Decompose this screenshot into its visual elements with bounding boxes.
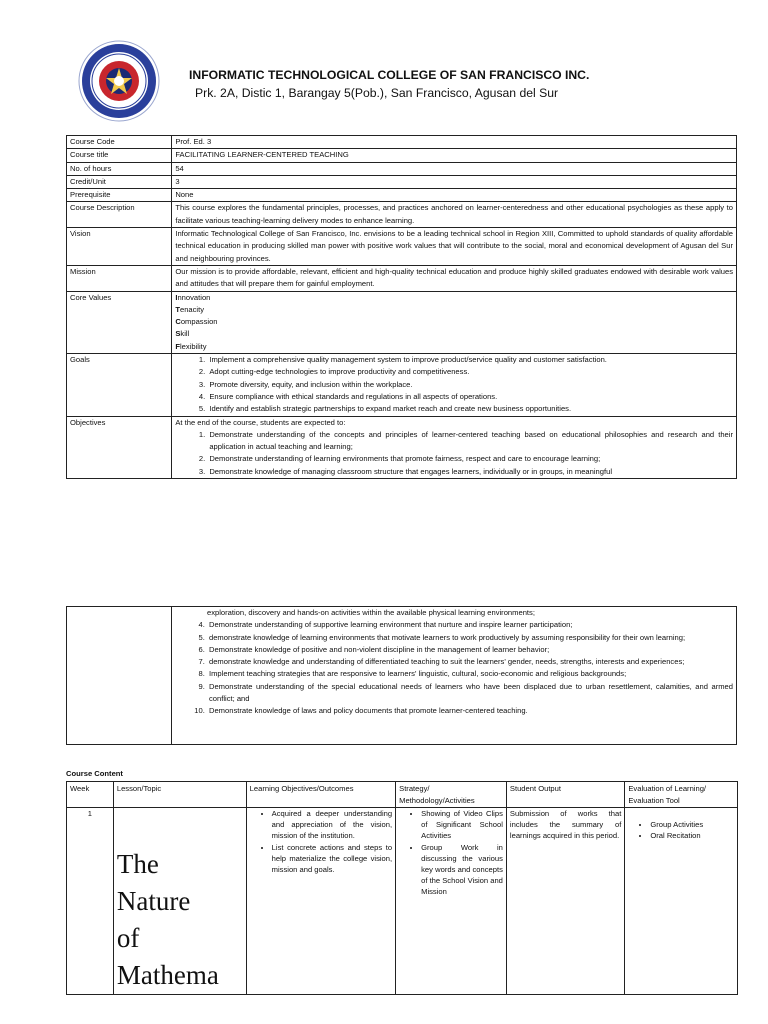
core-value-item: [175, 328, 733, 340]
objectives-label: Objectives: [67, 416, 172, 478]
strategy-item: • Showing of Video Clips of Significant School Activities: [421, 808, 503, 842]
header-evaluation: Evaluation of Learning/ Evaluation Tool: [625, 782, 738, 808]
course-info-row: [67, 175, 737, 188]
core-value-rest: enacity: [179, 304, 205, 314]
header-strategy: Strategy/ Methodology/Activities: [396, 782, 507, 808]
objective-item: 10. Demonstrate knowledge of laws and policy documents that promote learner-centered teaching.: [207, 705, 733, 717]
objective-item: 5. demonstrate knowledge of learning environments that motivate learners to work productively by assuming responsibility for their own learning;: [207, 632, 733, 644]
info-label: Course title: [67, 149, 172, 162]
info-value: Our mission is to provide affordable, relevant, efficient and high-quality technical education and produce highly skilled graduates endowed with desirable work values and attitudes that will prepare them for gainful employment.: [172, 265, 737, 291]
student-output-cell: Submission of works that includes the summary of learnings acquired in this period.: [506, 808, 624, 995]
core-value-initial: I: [175, 292, 178, 302]
info-value: This course explores the fundamental principles, processes, and practices anchored on learner-centeredness and other educational psychologies as these apply to facilitate various teaching-learning delivery modes to enhance learning.: [172, 202, 737, 228]
learning-objective-item: • List concrete actions and steps to help materialize the college vision, mission and goals.: [272, 842, 392, 876]
goal-item: 3. Promote diversity, equity, and inclusion within the workplace.: [207, 379, 733, 391]
core-value-item: [175, 316, 733, 328]
objectives-cell: [172, 416, 737, 478]
info-label: Prerequisite: [67, 189, 172, 202]
course-content-title: Course Content: [66, 769, 123, 778]
objective-item: 2. Demonstrate understanding of learning environments that promote fairness, respect and care to encourage learning;: [207, 453, 733, 465]
course-info-row: [67, 162, 737, 175]
info-value: Prof. Ed. 3: [172, 136, 737, 149]
evaluation-item: • Group Activities: [650, 819, 734, 830]
core-value-item: [175, 341, 733, 353]
topic-line: Mathema: [116, 960, 219, 990]
objectives-list-page2: [175, 619, 733, 717]
objectives-intro: At the end of the course, students are expected to:: [175, 417, 346, 427]
core-values-list: [172, 291, 737, 353]
course-info-row: [67, 189, 737, 202]
objective-item: 3. Demonstrate knowledge of managing classroom structure that engages learners, individually or in groups, in meaningful: [207, 466, 733, 478]
topic-line: of: [116, 923, 140, 953]
info-label: Vision: [67, 228, 172, 266]
objectives-list-page1: [175, 429, 733, 478]
info-value: None: [172, 189, 737, 202]
evaluation-item: • Oral Recitation: [650, 830, 734, 841]
learning-objectives-list: [250, 808, 392, 875]
course-info-row: [67, 136, 737, 149]
topic-text: [117, 808, 243, 994]
course-info-body: [67, 136, 737, 292]
topic-line: Nature: [116, 886, 191, 916]
goals-cell: [172, 354, 737, 416]
info-label: No. of hours: [67, 162, 172, 175]
info-value: FACILITATING LEARNER-CENTERED TEACHING: [172, 149, 737, 162]
core-value-rest: kill: [180, 329, 190, 339]
core-values-row: [67, 291, 737, 353]
objectives-row: [67, 416, 737, 478]
info-value: 54: [172, 162, 737, 175]
core-value-item: [175, 304, 733, 316]
core-value-initial: T: [175, 304, 180, 314]
evaluation-list: [628, 819, 734, 841]
core-value-rest: lexibility: [179, 341, 207, 351]
course-info-row: [67, 265, 737, 291]
strategy-item: • Group Work in discussing the various key words and concepts of the School Vision and Mission: [421, 842, 503, 898]
objective-item: 1. Demonstrate understanding of the concepts and principles of learner-centered teaching based on educational philosophies and research and their application in actual teaching and learning;: [207, 429, 733, 454]
header-objectives: Learning Objectives/Outcomes: [246, 782, 395, 808]
objective-item: 7. demonstrate knowledge and understanding of differentiated teaching to suit the learners' gender, needs, strengths, interests and experiences;: [207, 656, 733, 668]
goal-item: 4. Ensure compliance with ethical standards and regulations in all aspects of operations.: [207, 391, 733, 403]
continuation-row: [67, 607, 737, 745]
core-value-rest: nnovation: [177, 292, 211, 302]
info-value: Informatic Technological College of San Francisco, Inc. envisions to be a leading technical school in Region XIII, Committed to uphold standards of quality affordable technical education in producing skilled man power with positive work values that will contribute to the social, moral and economical development of Agusan del Sur and neighbouring provinces.: [172, 228, 737, 266]
goal-item: 1. Implement a comprehensive quality management system to improve product/service quality and customer satisfaction.: [207, 354, 733, 366]
info-label: Mission: [67, 265, 172, 291]
course-content-header-row: [67, 782, 738, 808]
continuation-text: exploration, discovery and hands-on activities within the available physical learning environments;: [206, 608, 535, 617]
header-week: Week: [67, 782, 114, 808]
school-name: INFORMATIC TECHNOLOGICAL COLLEGE OF SAN FRANCISCO INC.: [189, 68, 590, 82]
course-content-table: [66, 781, 738, 995]
goal-item: 2. Adopt cutting-edge technologies to improve productivity and competitiveness.: [207, 366, 733, 378]
objective-item: 6. Demonstrate knowledge of positive and non-violent discipline in the management of learner behavior;: [207, 644, 733, 656]
core-value-initial: F: [175, 341, 180, 351]
core-value-initial: C: [175, 317, 181, 327]
document-header: [78, 40, 718, 110]
objectives-outcomes-cell: [246, 808, 395, 995]
header-output: Student Output: [506, 782, 624, 808]
week-cell: 1: [67, 808, 114, 995]
core-value-item: [175, 292, 733, 304]
course-info-row: [67, 202, 737, 228]
objectives-continuation-table: [66, 606, 737, 745]
school-seal-icon: [78, 40, 160, 122]
info-label: Credit/Unit: [67, 175, 172, 188]
objective-item: 8. Implement teaching strategies that are responsive to learners' linguistic, cultural, socio-economic and religious backgrounds;: [207, 668, 733, 680]
strategy-list: [399, 808, 503, 898]
core-value-rest: ompassion: [180, 317, 218, 327]
info-label: Course Description: [67, 202, 172, 228]
school-address: Prk. 2A, Distic 1, Barangay 5(Pob.), San Francisco, Agusan del Sur: [195, 86, 559, 100]
goal-item: 5. Identify and establish strategic partnerships to expand market reach and create new business opportunities.: [207, 403, 733, 415]
objective-item: 9. Demonstrate understanding of the special educational needs of learners who have been displaced due to urban resettlement, calamities, and armed conflict; and: [207, 681, 733, 706]
info-label: Course Code: [67, 136, 172, 149]
info-value: 3: [172, 175, 737, 188]
course-info-table: [66, 135, 737, 479]
course-content-row: [67, 808, 738, 995]
header-topic: Lesson/Topic: [113, 782, 246, 808]
course-info-row: [67, 228, 737, 266]
continuation-empty-label: [67, 607, 172, 745]
learning-objective-item: • Acquired a deeper understanding and appreciation of the vision, mission of the institution.: [272, 808, 392, 842]
continuation-cell: [171, 607, 736, 745]
goals-row: [67, 354, 737, 416]
strategy-cell: [396, 808, 507, 995]
topic-line: The: [116, 849, 159, 879]
core-value-initial: S: [175, 329, 181, 339]
evaluation-cell: [625, 808, 738, 995]
topic-cell: [113, 808, 246, 995]
core-values-label: Core Values: [67, 291, 172, 353]
objective-item: 4. Demonstrate understanding of supportive learning environment that nurture and inspire learner participation;: [207, 619, 733, 631]
goals-list: [175, 354, 733, 415]
goals-label: Goals: [67, 354, 172, 416]
course-info-row: [67, 149, 737, 162]
